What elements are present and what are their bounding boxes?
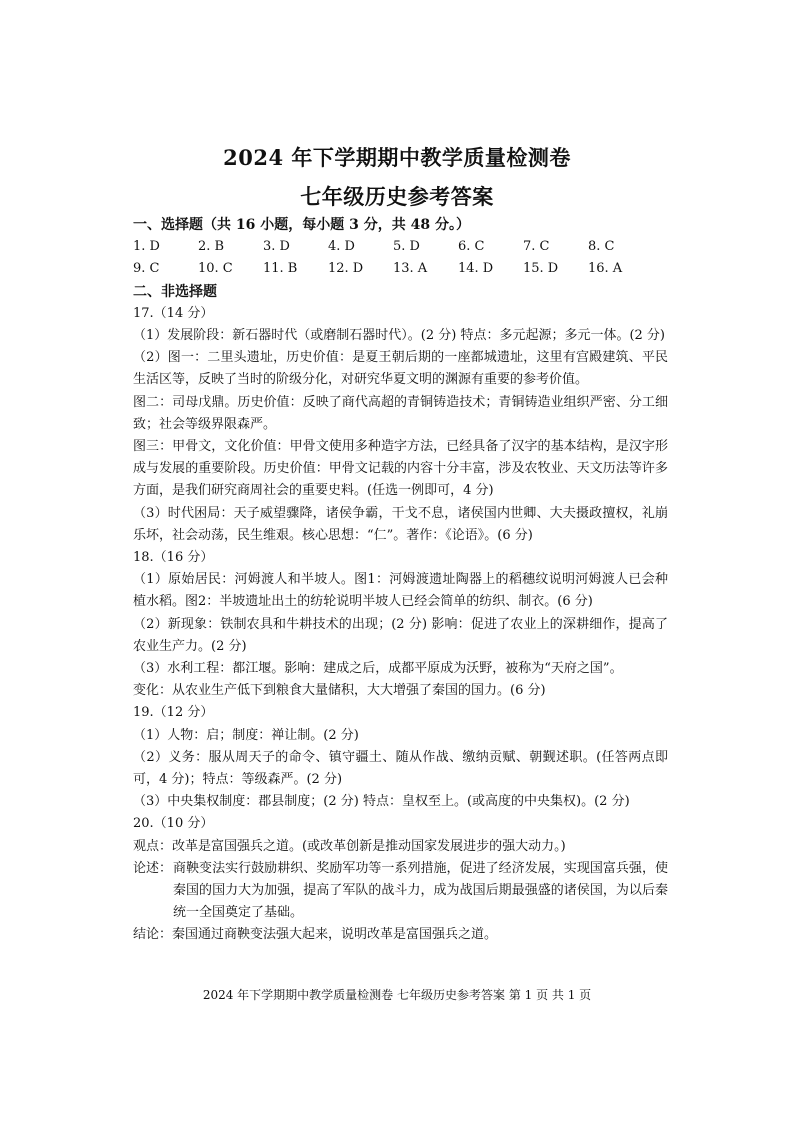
choice-answer: 10. C bbox=[198, 261, 233, 277]
choice-answer: 8. C bbox=[588, 239, 615, 255]
document-subtitle: 七年级历史参考答案 bbox=[300, 184, 494, 209]
page-footer: 2024 年下学期期中教学质量检测卷 七年级历史参考答案 第 1 页 共 1 页 bbox=[202, 988, 592, 1002]
choice-answer: 3. D bbox=[263, 239, 290, 255]
choice-answer: 11. B bbox=[263, 261, 298, 277]
choice-answer: 16. A bbox=[588, 261, 623, 277]
argument-body: 商鞅变法实行鼓励耕织、奖励军功等一系列措施，促进了经济发展，实现国富兵强，使秦国的国力大为加强，提高了军队的战斗力，成为战国后期最强盛的诸侯国，为以后秦统一全国奠定了基础。 bbox=[173, 860, 668, 921]
question-19-part-2: （2）义务：服从周天子的命令、镇守疆土、随从作战、缴纳贡赋、朝觐述职。(任答两点即可，4 分)；特点：等级森严。(2 分) bbox=[133, 749, 668, 787]
question-19-part-3: （3）中央集权制度：郡县制度；(2 分) 特点：皇权至上。(或高度的中央集权)。(2 分) bbox=[133, 794, 630, 810]
choice-answer: 12. D bbox=[328, 261, 364, 277]
answer-content bbox=[133, 214, 668, 947]
question-17-header: 17.（14 分） bbox=[133, 305, 214, 321]
question-17-figure-3: 图三：甲骨文，文化价值：甲骨文使用多种造字方法，已经具备了汉字的基本结构，是汉字形成与发展的重要阶段。历史价值：甲骨文记载的内容十分丰富，涉及农牧业、天文历法等许多方面，是我们研究商周社会的重要史料。(任选一例即可，4 分) bbox=[133, 438, 668, 499]
choice-answer: 2. B bbox=[198, 239, 225, 255]
question-18-part-2: （2）新现象：铁制农具和牛耕技术的出现；(2 分) 影响：促进了农业上的深耕细作，提高了农业生产力。(2 分) bbox=[133, 616, 668, 654]
choice-answer: 5. D bbox=[393, 239, 420, 255]
choice-answer: 13. A bbox=[393, 261, 428, 277]
choice-answers-row-2 bbox=[133, 258, 668, 280]
choice-answer: 15. D bbox=[523, 261, 559, 277]
choice-answer: 14. D bbox=[458, 261, 494, 277]
question-20-viewpoint: 观点：改革是富国强兵之道。(或改革创新是推动国家发展进步的强大动力。) bbox=[133, 838, 566, 854]
document-title: 2024 年下学期期中教学质量检测卷 bbox=[223, 145, 571, 170]
section-1-heading: 一、选择题（共 16 小题，每小题 3 分，共 48 分。） bbox=[133, 217, 470, 233]
question-17-part-2: （2）图一：二里头遗址，历史价值：是夏王朝后期的一座都城遗址，这里有宫殿建筑、平民生活区等，反映了当时的阶级分化，对研究华夏文明的渊源有重要的参考价值。 bbox=[133, 350, 668, 388]
choice-answers-row-1 bbox=[133, 236, 668, 258]
question-17-part-3: （3）时代困局：天子威望骤降，诸侯争霸，干戈不息，诸侯国内世卿、大夫摄政擅权，礼崩乐坏，社会动荡，民生维艰。核心思想：“仁”。著作：《论语》。(6 分) bbox=[133, 505, 668, 543]
question-20-conclusion: 结论：秦国通过商鞅变法强大起来，说明改革是富国强兵之道。 bbox=[133, 927, 498, 943]
choice-answer: 7. C bbox=[523, 239, 550, 255]
question-19-part-1: （1）人物：启；制度：禅让制。(2 分) bbox=[133, 727, 359, 743]
choice-answer: 1. D bbox=[133, 239, 160, 255]
question-18-header: 18.（16 分） bbox=[133, 549, 214, 565]
choice-answer: 6. C bbox=[458, 239, 485, 255]
section-2-heading: 二、非选择题 bbox=[133, 283, 217, 300]
question-18-change: 变化：从农业生产低下到粮食大量储积，大大增强了秦国的国力。(6 分) bbox=[133, 683, 546, 699]
question-18-part-3: （3）水利工程：都江堰。影响：建成之后，成都平原成为沃野，被称为“天府之国”。 bbox=[133, 660, 623, 676]
question-17-figure-2: 图二：司母戊鼎。历史价值：反映了商代高超的青铜铸造技术；青铜铸造业组织严密、分工细致；社会等级界限森严。 bbox=[133, 394, 668, 432]
choice-answer: 9. C bbox=[133, 261, 160, 277]
choice-answer: 4. D bbox=[328, 239, 355, 255]
question-18-part-1: （1）原始居民：河姆渡人和半坡人。图1：河姆渡遗址陶器上的稻穗纹说明河姆渡人已会种植水稻。图2：半坡遗址出土的纺轮说明半坡人已经会简单的纺织、制衣。(6 分) bbox=[133, 572, 668, 610]
question-20-header: 20.（10 分） bbox=[133, 816, 214, 832]
question-17-part-1: （1）发展阶段：新石器时代（或磨制石器时代）。(2 分) 特点：多元起源；多元一体。(2 分) bbox=[133, 327, 665, 343]
argument-label: 论述： bbox=[133, 860, 173, 876]
question-19-header: 19.（12 分） bbox=[133, 705, 214, 721]
question-20-argument bbox=[133, 858, 668, 925]
